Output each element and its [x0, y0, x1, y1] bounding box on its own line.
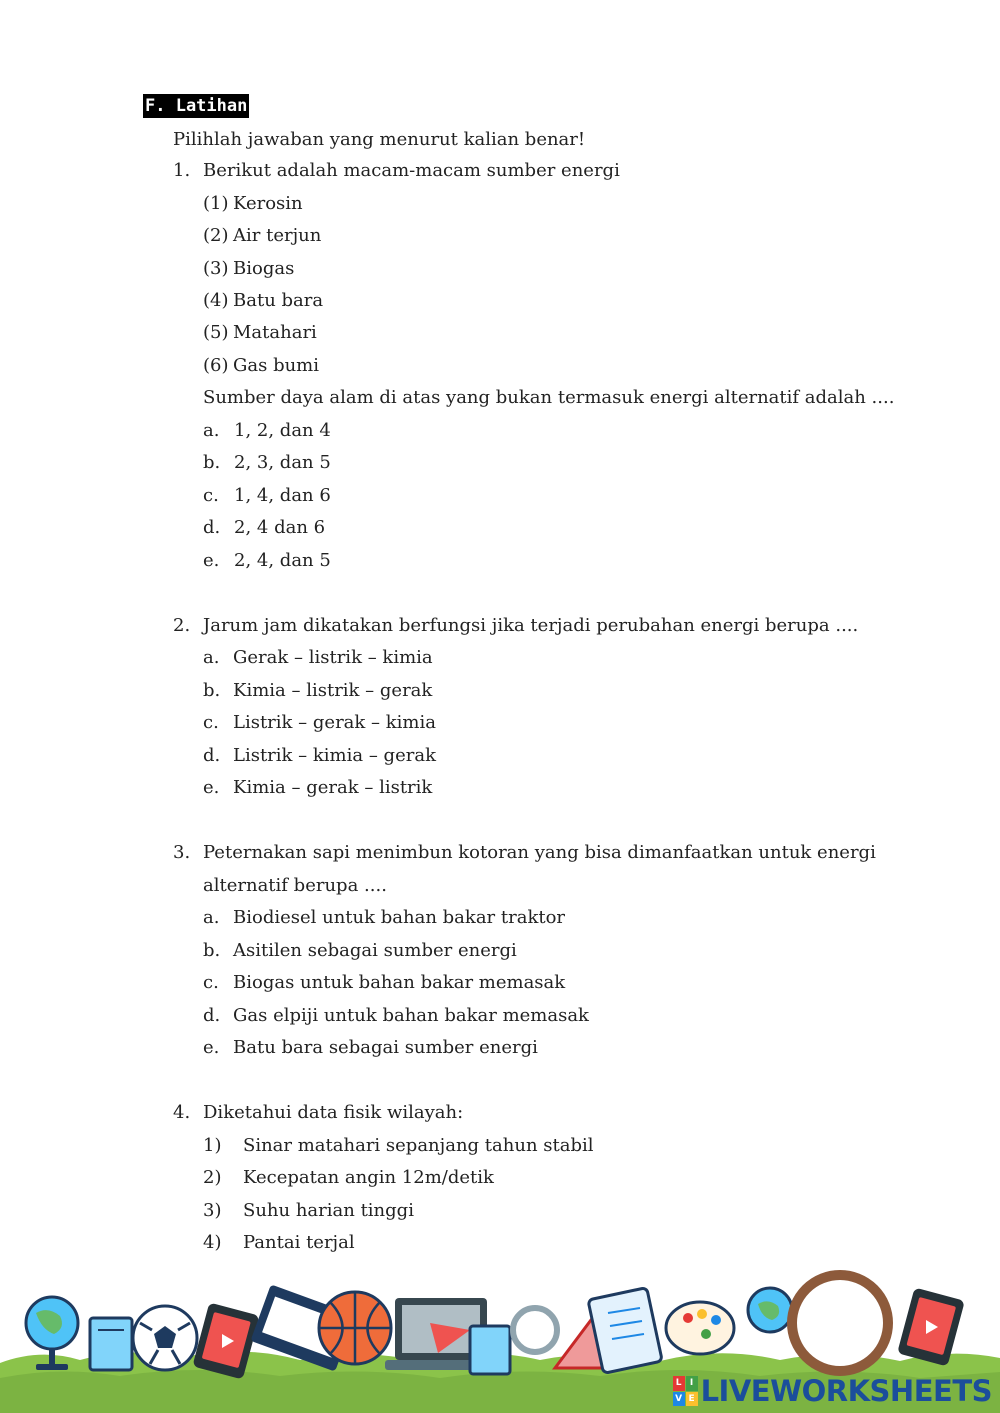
question-stem: Sumber daya alam di atas yang bukan termasuk energi alternatif adalah .... [203, 387, 895, 408]
question-number: 2. [173, 615, 191, 636]
option-label: c. [203, 972, 219, 993]
instruction-text: Pilihlah jawaban yang menurut kalian benar! [173, 129, 586, 150]
list-item-label: 1) [203, 1135, 222, 1156]
option-b: Asitilen sebagai sumber energi [233, 940, 517, 961]
globe-icon [748, 1288, 792, 1332]
option-d: Gas elpiji untuk bahan bakar memasak [233, 1005, 589, 1026]
option-b: Kimia – listrik – gerak [233, 680, 433, 701]
list-item-label: 2) [203, 1167, 222, 1188]
list-item: Kerosin [233, 193, 303, 214]
liveworksheets-logo [673, 1373, 992, 1409]
list-item: Kecepatan angin 12m/detik [243, 1167, 494, 1188]
list-item: Batu bara [233, 290, 324, 311]
option-label: b. [203, 940, 221, 961]
question-text: Jarum jam dikatakan berfungsi jika terjadi perubahan energi berupa .... [203, 615, 859, 636]
option-d: Listrik – kimia – gerak [233, 745, 436, 766]
list-item-label: (5) [203, 322, 229, 343]
liveworksheets-logo-text: LIVEWORKSHEETS [700, 1374, 992, 1408]
option-label: a. [203, 420, 220, 441]
question-text-continued: alternatif berupa .... [203, 875, 387, 896]
section-heading: F. Latihan [145, 96, 248, 116]
option-label: c. [203, 485, 219, 506]
basketball-icon [319, 1292, 391, 1364]
option-a: Gerak – listrik – kimia [233, 647, 433, 668]
soccer-ball-icon [133, 1306, 197, 1370]
option-d: 2, 4 dan 6 [234, 517, 326, 538]
list-item: Suhu harian tinggi [243, 1200, 414, 1221]
question-text: Diketahui data fisik wilayah: [203, 1102, 464, 1123]
list-item: Matahari [233, 322, 317, 343]
list-item-label: (3) [203, 258, 229, 279]
option-label: a. [203, 647, 220, 668]
option-label: e. [203, 1037, 220, 1058]
option-a: Biodiesel untuk bahan bakar traktor [233, 907, 566, 928]
list-item-label: 4) [203, 1232, 222, 1253]
question-number: 3. [173, 842, 191, 863]
question-text: Berikut adalah macam-macam sumber energi [203, 160, 620, 181]
list-item-label: 3) [203, 1200, 222, 1221]
question-text: Peternakan sapi menimbun kotoran yang bisa dimanfaatkan untuk energi [203, 842, 876, 863]
list-item-label: (4) [203, 290, 229, 311]
option-label: c. [203, 712, 219, 733]
list-item-label: (1) [203, 193, 229, 214]
question-number: 1. [173, 160, 191, 181]
notebook-icon [90, 1318, 132, 1370]
list-item: Biogas [233, 258, 295, 279]
option-label: b. [203, 452, 221, 473]
option-a: 1, 2, dan 4 [234, 420, 331, 441]
list-item: Pantai terjal [243, 1232, 355, 1253]
question-number: 4. [173, 1102, 191, 1123]
option-label: e. [203, 777, 220, 798]
option-e: Kimia – gerak – listrik [233, 777, 433, 798]
tambourine-icon [792, 1275, 888, 1371]
list-item: Air terjun [233, 225, 322, 246]
option-label: d. [203, 1005, 221, 1026]
option-label: a. [203, 907, 220, 928]
list-item-label: (6) [203, 355, 229, 376]
option-e: Batu bara sebagai sumber energi [233, 1037, 538, 1058]
option-label: d. [203, 745, 221, 766]
list-item: Gas bumi [233, 355, 320, 376]
option-e: 2, 4, dan 5 [234, 550, 331, 571]
list-item: Sinar matahari sepanjang tahun stabil [243, 1135, 594, 1156]
option-label: e. [203, 550, 220, 571]
option-c: Biogas untuk bahan bakar memasak [233, 972, 566, 993]
liveworksheets-logo-icon: L I V E [673, 1376, 697, 1406]
option-c: 1, 4, dan 6 [234, 485, 331, 506]
paint-palette-icon [666, 1302, 734, 1354]
option-c: Listrik – gerak – kimia [233, 712, 436, 733]
option-b: 2, 3, dan 5 [234, 452, 331, 473]
book-icon [470, 1326, 510, 1374]
compass-icon [513, 1308, 557, 1352]
list-item-label: (2) [203, 225, 229, 246]
option-label: d. [203, 517, 221, 538]
option-label: b. [203, 680, 221, 701]
